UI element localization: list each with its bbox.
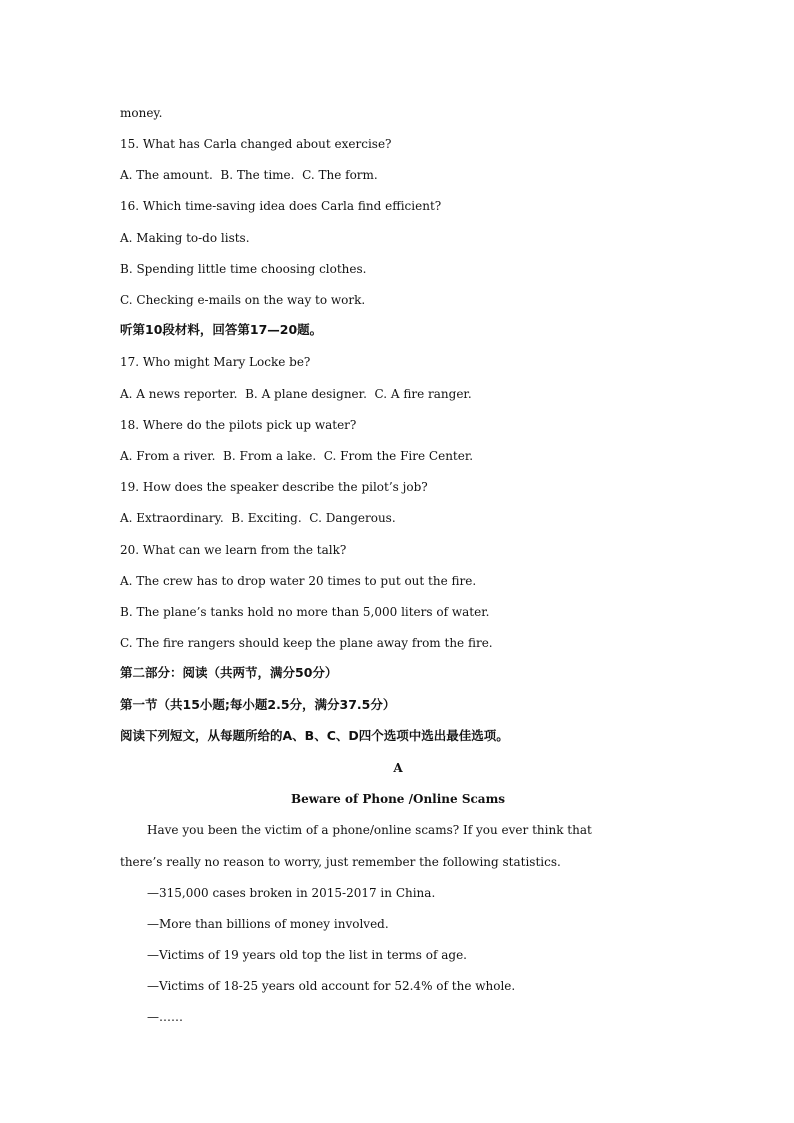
question-17: 17. Who might Mary Locke be? (120, 355, 311, 369)
passage-paragraph-cont: there’s really no reason to worry, just remember the following statistics. (120, 855, 561, 869)
options-19: A. Extraordinary. B. Exciting. C. Dangerous. (120, 511, 396, 525)
passage-paragraph: Have you been the victim of a phone/online scams? If you ever think that (147, 823, 592, 837)
statistic-item: —More than billions of money involved. (147, 917, 389, 931)
passage-label: A (393, 761, 403, 775)
question-16: 16. Which time-saving idea does Carla find efficient? (120, 199, 442, 213)
statistic-item: —315,000 cases broken in 2015-2017 in China. (147, 886, 436, 900)
options-18: A. From a river. B. From a lake. C. From the Fire Center. (120, 449, 474, 463)
section-heading: 第一节（共15小题;每小题2.5分，满分37.5分） (120, 697, 396, 712)
question-15: 15. What has Carla changed about exercise? (120, 137, 392, 151)
options-17: A. A news reporter. B. A plane designer. C. A fire ranger. (120, 387, 472, 401)
option-20b: B. The plane’s tanks hold no more than 5,000 liters of water. (120, 605, 490, 619)
passage-title: Beware of Phone /Online Scams (290, 792, 506, 806)
question-19: 19. How does the speaker describe the pilot’s job? (120, 480, 428, 494)
options-15: A. The amount. B. The time. C. The form. (120, 168, 378, 182)
reading-instruction: 阅读下列短文，从每题所给的A、B、C、D四个选项中选出最佳选项。 (120, 728, 509, 743)
option-16c: C. Checking e-mails on the way to work. (120, 293, 366, 307)
text-line: money. (120, 106, 163, 120)
option-16a: A. Making to-do lists. (120, 231, 250, 245)
option-16b: B. Spending little time choosing clothes. (120, 262, 367, 276)
statistic-item: —Victims of 18-25 years old account for 52.4% of the whole. (147, 979, 516, 993)
option-20a: A. The crew has to drop water 20 times to put out the fire. (120, 574, 477, 588)
section-instruction: 听第10段材料，回答第17—20题。 (120, 322, 323, 337)
question-18: 18. Where do the pilots pick up water? (120, 418, 357, 432)
question-20: 20. What can we learn from the talk? (120, 543, 347, 557)
statistic-item: —Victims of 19 years old top the list in terms of age. (147, 948, 467, 962)
statistic-item: —…… (147, 1010, 183, 1024)
part-heading: 第二部分：阅读（共两节，满分50分） (120, 665, 338, 680)
option-20c: C. The fire rangers should keep the plane away from the fire. (120, 636, 493, 650)
